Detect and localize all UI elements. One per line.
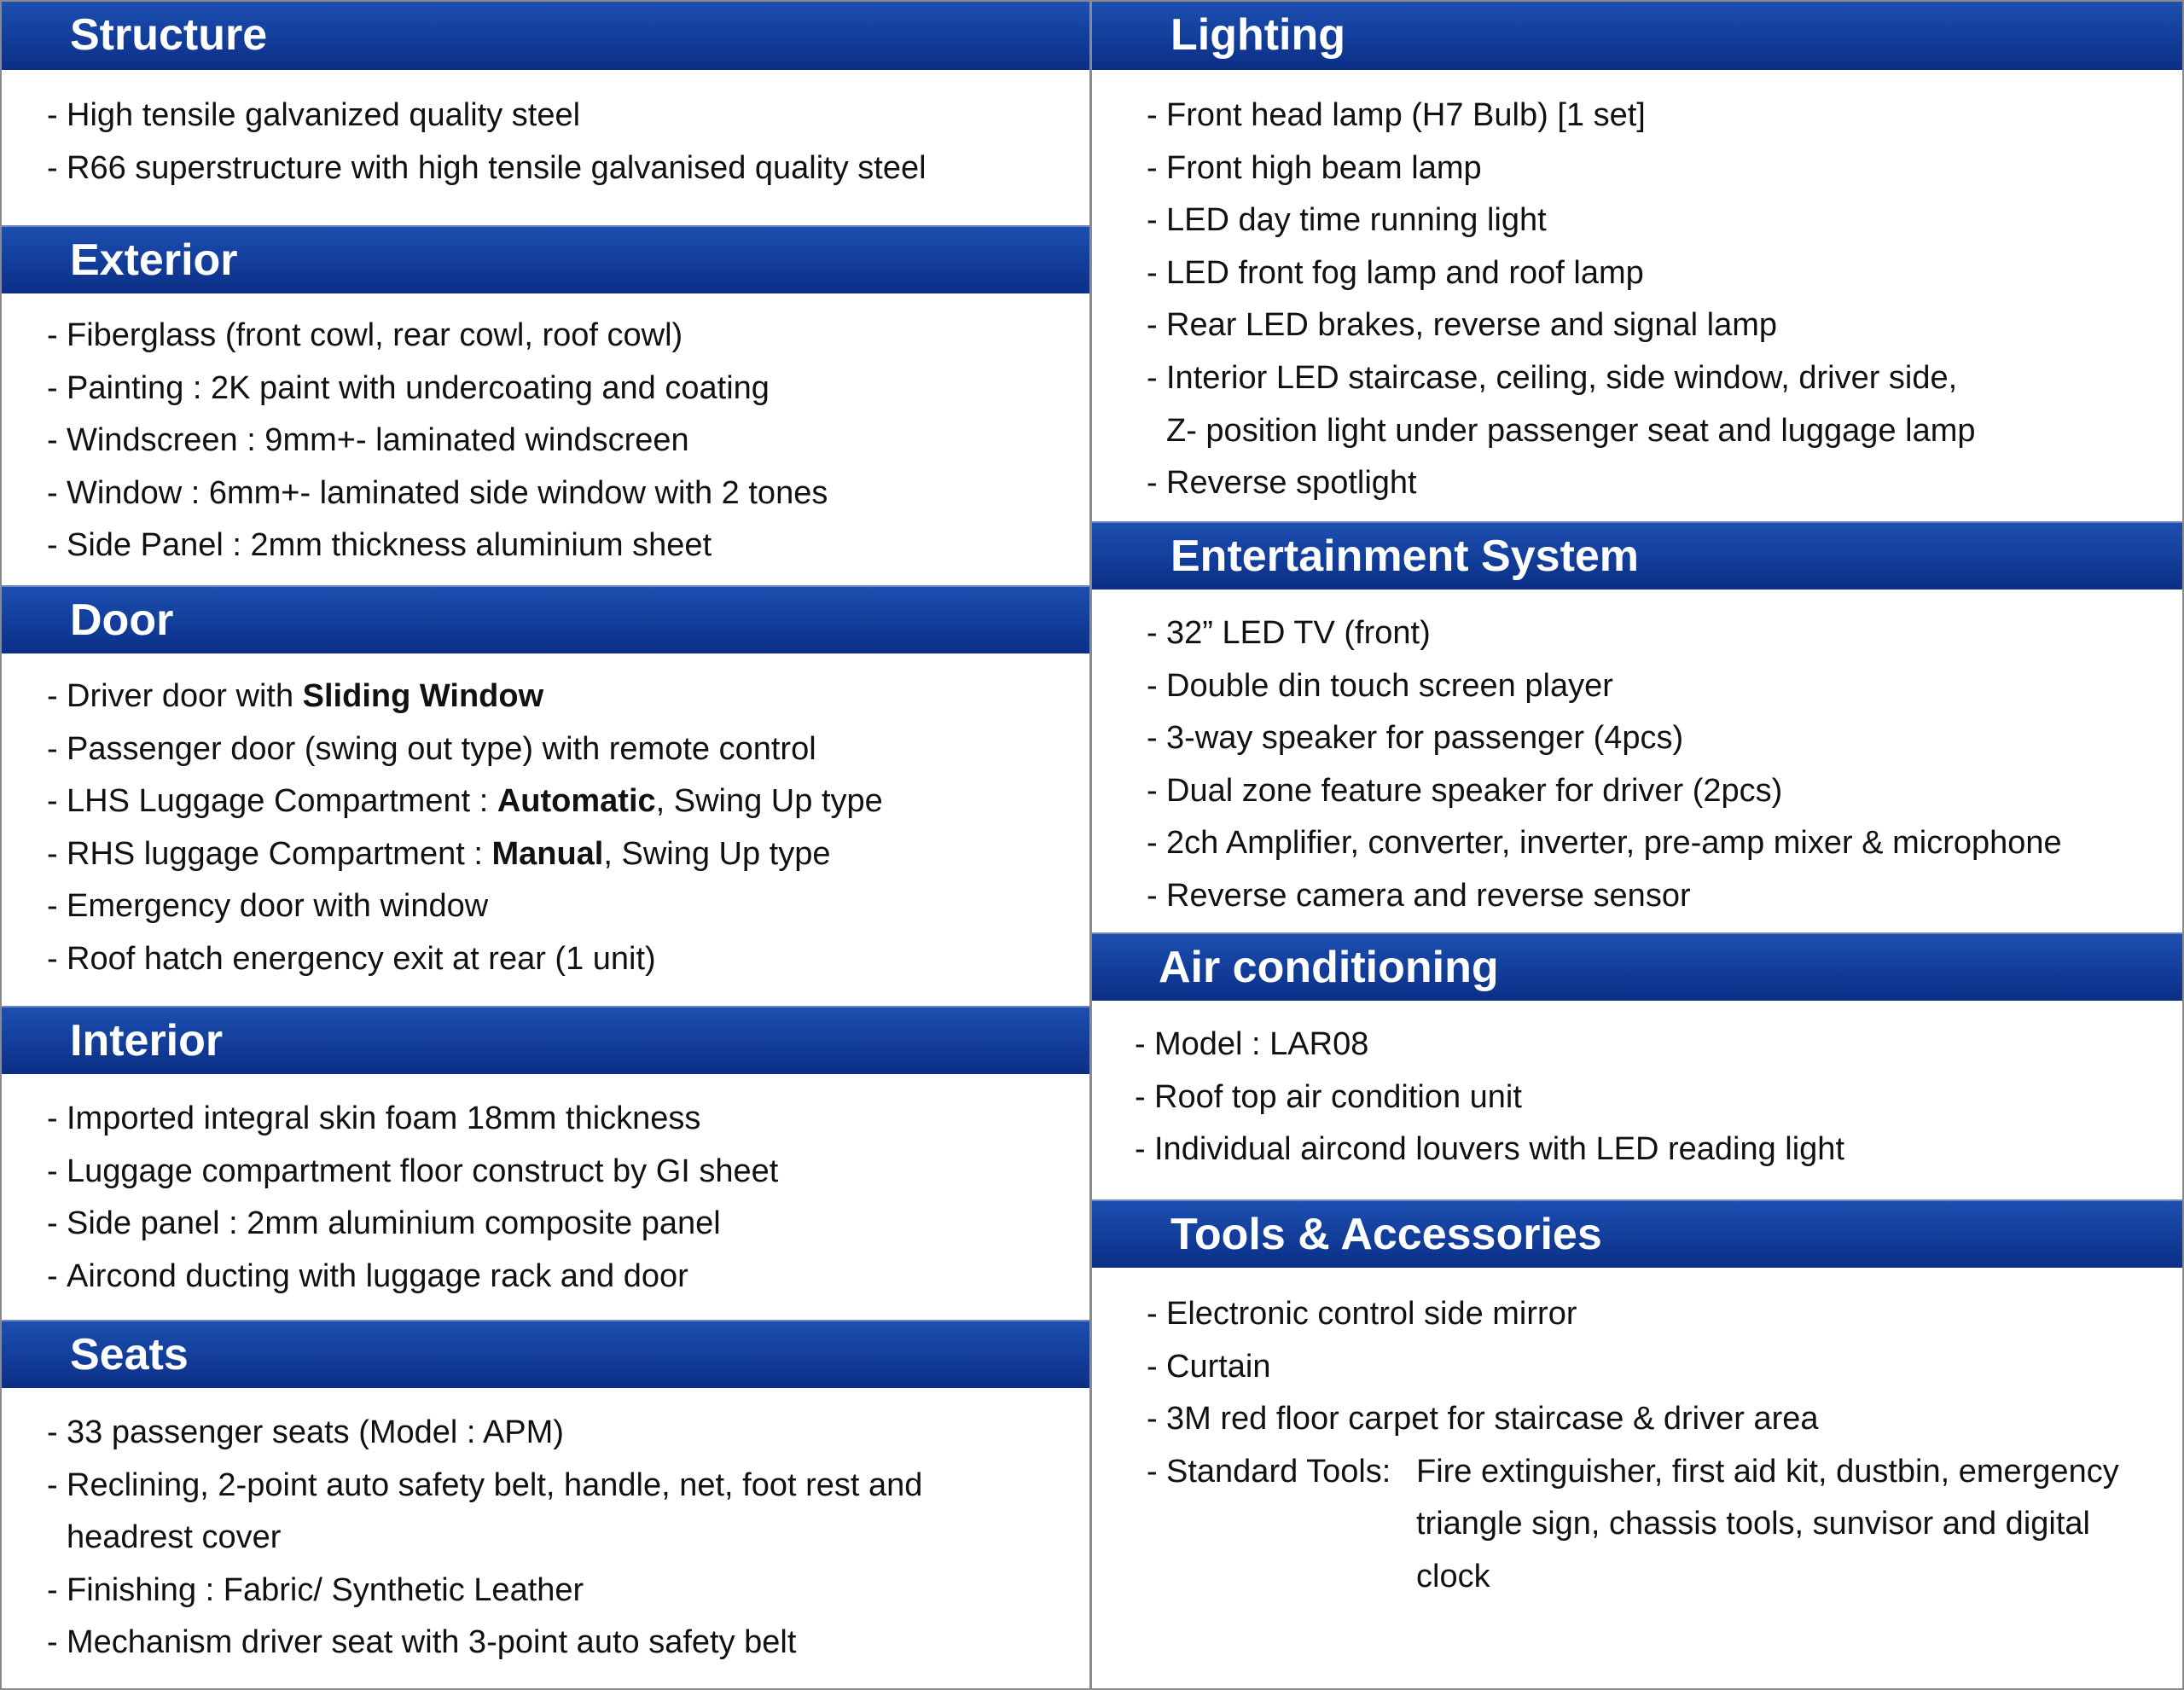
list-item: - 3-way speaker for passenger (4pcs) (1147, 712, 2182, 765)
item-list (47, 671, 1089, 986)
section-seats (2, 1320, 1089, 1688)
list-item: - Roof top air condition unit (1135, 1071, 2182, 1124)
tools-line: Fire extinguisher, first aid kit, dustbin, emergency (1416, 1453, 2119, 1490)
tools-line: clock (1416, 1558, 1490, 1594)
list-item: - RHS luggage Compartment : Manual, Swing Up type (47, 828, 1089, 881)
list-item: - Reverse camera and reverse sensor (1147, 870, 2182, 923)
list-item: - Interior LED staircase, ceiling, side window, driver side, Z- position light under passenger seat and luggage lamp (1147, 352, 2182, 457)
section-structure (2, 2, 1089, 225)
list-item: - Roof hatch energency exit at rear (1 unit) (47, 933, 1089, 986)
list-item: - Curtain (1147, 1341, 2182, 1394)
list-item: - 32” LED TV (front) (1147, 607, 2182, 660)
section-interior (2, 1006, 1089, 1320)
section-door (2, 585, 1089, 1006)
section-lighting (1092, 2, 2182, 521)
section-exterior (2, 225, 1089, 585)
list-item: - Rear LED brakes, reverse and signal lamp (1147, 299, 2182, 352)
list-item: - LHS Luggage Compartment : Automatic, Swing Up type (47, 775, 1089, 828)
list-item: - Electronic control side mirror (1147, 1288, 2182, 1341)
bold-text: Manual (491, 835, 604, 872)
item-list (1135, 1019, 2182, 1176)
list-item: - Model : LAR08 (1135, 1019, 2182, 1071)
list-item: - Window : 6mm+- laminated side window with 2 tones (47, 468, 1089, 520)
list-item: - 2ch Amplifier, converter, inverter, pre-amp mixer & microphone (1147, 817, 2182, 870)
section-title: Seats (2, 1320, 1089, 1388)
list-item: - R66 superstructure with high tensile galvanised quality steel (47, 142, 1089, 195)
section-title: Interior (2, 1006, 1089, 1074)
section-title: Exterior (2, 225, 1089, 293)
bold-text: Sliding Window (302, 678, 544, 714)
list-item: - Finishing : Fabric/ Synthetic Leather (47, 1565, 1089, 1617)
list-item: - Mechanism driver seat with 3-point auto safety belt (47, 1617, 1089, 1670)
list-item (1147, 1446, 2182, 1604)
item-list (1147, 1288, 2182, 1604)
list-item: - Side panel : 2mm aluminium composite panel (47, 1198, 1089, 1251)
item-list (47, 1093, 1089, 1303)
section-tools-accessories (1092, 1199, 2182, 1688)
section-title: Door (2, 585, 1089, 653)
list-item: - LED day time running light (1147, 195, 2182, 247)
section-title: Structure (2, 2, 1089, 70)
item-list (1147, 90, 2182, 510)
list-item: - Passenger door (swing out type) with remote control (47, 723, 1089, 776)
right-column (1092, 2, 2182, 1688)
tools-line: triangle sign, chassis tools, sunvisor and digital (1416, 1506, 2090, 1542)
item-list (47, 90, 1089, 195)
left-column (2, 2, 1092, 1688)
list-item: - Individual aircond louvers with LED reading light (1135, 1124, 2182, 1176)
tools-label: - Standard Tools: (1166, 1453, 1391, 1490)
item-list (47, 1407, 1089, 1670)
list-item: - Driver door with Sliding Window (47, 671, 1089, 723)
list-item: - Reverse spotlight (1147, 457, 2182, 510)
section-title: Entertainment System (1092, 521, 2182, 589)
list-item: - 33 passenger seats (Model : APM) (47, 1407, 1089, 1460)
section-entertainment (1092, 521, 2182, 932)
list-item: - Dual zone feature speaker for driver (2pcs) (1147, 765, 2182, 818)
list-item: - Side Panel : 2mm thickness aluminium sheet (47, 520, 1089, 572)
section-title: Tools & Accessories (1092, 1199, 2182, 1268)
list-item: - High tensile galvanized quality steel (47, 90, 1089, 142)
list-item: - Front head lamp (H7 Bulb) [1 set] (1147, 90, 2182, 142)
list-item: - Aircond ducting with luggage rack and door (47, 1251, 1089, 1304)
section-air-conditioning (1092, 932, 2182, 1199)
list-item: - Reclining, 2-point auto safety belt, handle, net, foot rest and headrest cover (47, 1460, 1089, 1565)
list-item: - Fiberglass (front cowl, rear cowl, roof cowl) (47, 310, 1089, 363)
bold-text: Automatic (497, 783, 656, 820)
list-item: - Double din touch screen player (1147, 660, 2182, 713)
list-item: - 3M red floor carpet for staircase & driver area (1147, 1393, 2182, 1446)
list-item: - Windscreen : 9mm+- laminated windscreen (47, 415, 1089, 468)
list-item: - Painting : 2K paint with undercoating and coating (47, 363, 1089, 415)
section-title: Lighting (1092, 2, 2182, 70)
list-item: - Emergency door with window (47, 880, 1089, 933)
item-list (47, 310, 1089, 572)
list-item: - LED front fog lamp and roof lamp (1147, 247, 2182, 300)
list-item: - Imported integral skin foam 18mm thickness (47, 1093, 1089, 1146)
list-item: - Front high beam lamp (1147, 142, 2182, 195)
item-list (1147, 607, 2182, 923)
list-item: - Luggage compartment floor construct by GI sheet (47, 1146, 1089, 1199)
section-title: Air conditioning (1092, 932, 2182, 1001)
